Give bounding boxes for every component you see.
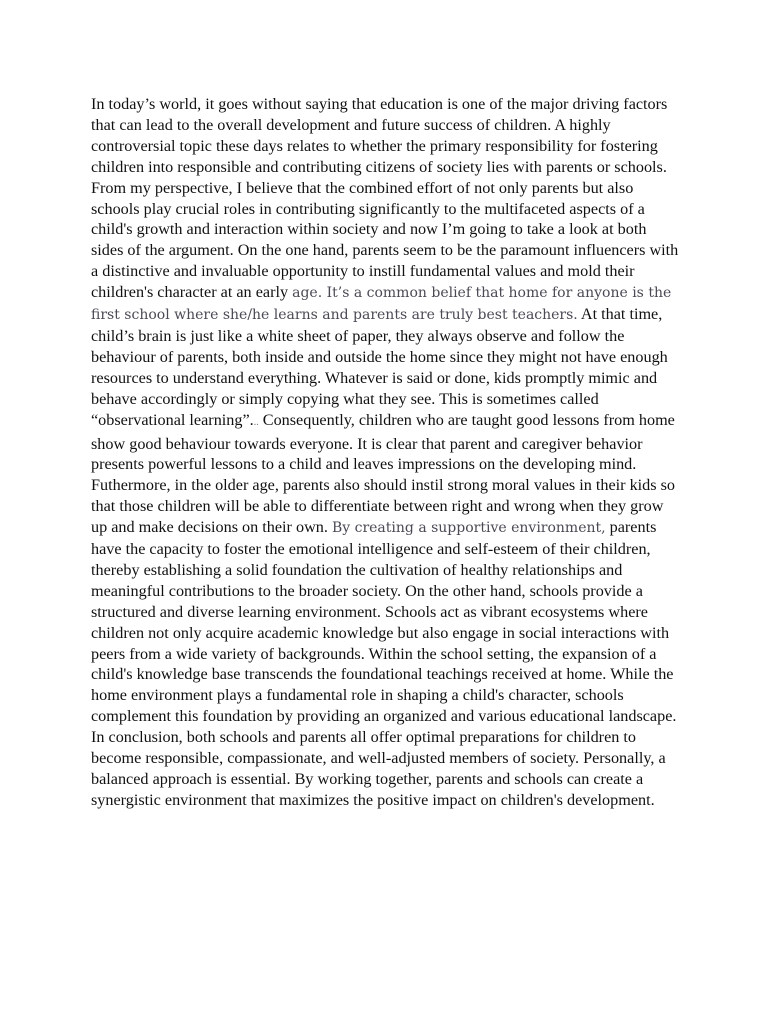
essay-text-segment-alt-font: age. It’s a common belief that home for anyone is the first school where she/he learns and parents are truly best teachers. <box>91 285 672 324</box>
essay-text-segment: In today’s world, it goes without saying that education is one of the major driving factors that can lead to the overall development and future success of children. A highly controversial topic these days relates to whether the primary responsibility for fostering children into responsible and contributing citizens of society lies with parents or schools. From my perspective, I believe that the combined effort of not only parents but also schools play crucial roles in contributing significantly to the multifaceted aspects of a child's growth and interaction within society and now I’m going to take a look at both sides of the argument. On the one hand, parents seem to be the paramount influencers with a distinctive and invaluable opportunity to instill fundamental values and mold their children's character at an early <box>91 95 679 302</box>
essay-text-segment: Consequently, children who are taught good lessons from home show good behaviour towards everyone. It is clear that parent and caregiver behavior presents powerful lessons to a child and leaves impressions on the developing mind. Futhermore, in the older age, parents also should instil strong moral values in their kids so that those children will be able to differentiate between right and wrong when they grow up and make decisions on their own. <box>91 410 675 537</box>
essay-text-segment-alt-font: By creating a supportive environment, <box>331 520 606 537</box>
essay-paragraph <box>91 94 681 811</box>
essay-small-dots: .. <box>253 416 259 428</box>
essay-text-segment: parents have the capacity to foster the emotional intelligence and self-esteem of their children, thereby establishing a solid foundation the cultivation of healthy relationships and meaningful contributions to the broader society. On the other hand, schools provide a structured and diverse learning environment. Schools act as vibrant ecosystems where children not only acquire academic knowledge but also engage in social interactions with peers from a wide variety of backgrounds. Within the school setting, the expansion of a child's knowledge base transcends the foundational teachings received at home. While the home environment plays a fundamental role in shaping a child's character, schools complement this foundation by providing an organized and various educational landscape. In conclusion, both schools and parents all offer optimal preparations for children to become responsible, compassionate, and well-adjusted members of society. Personally, a balanced approach is essential. By working together, parents and schools can create a synergistic environment that maximizes the positive impact on children's development. <box>91 518 677 809</box>
essay-text-segment: At that time, child’s brain is just like a white sheet of paper, they always observe and follow the behaviour of parents, both inside and outside the home since they might not have enough resources to understand everything. Whatever is said or done, kids promptly mimic and behave accordingly or simply copying what they see. This is sometimes called “observational learning”. <box>91 305 668 429</box>
